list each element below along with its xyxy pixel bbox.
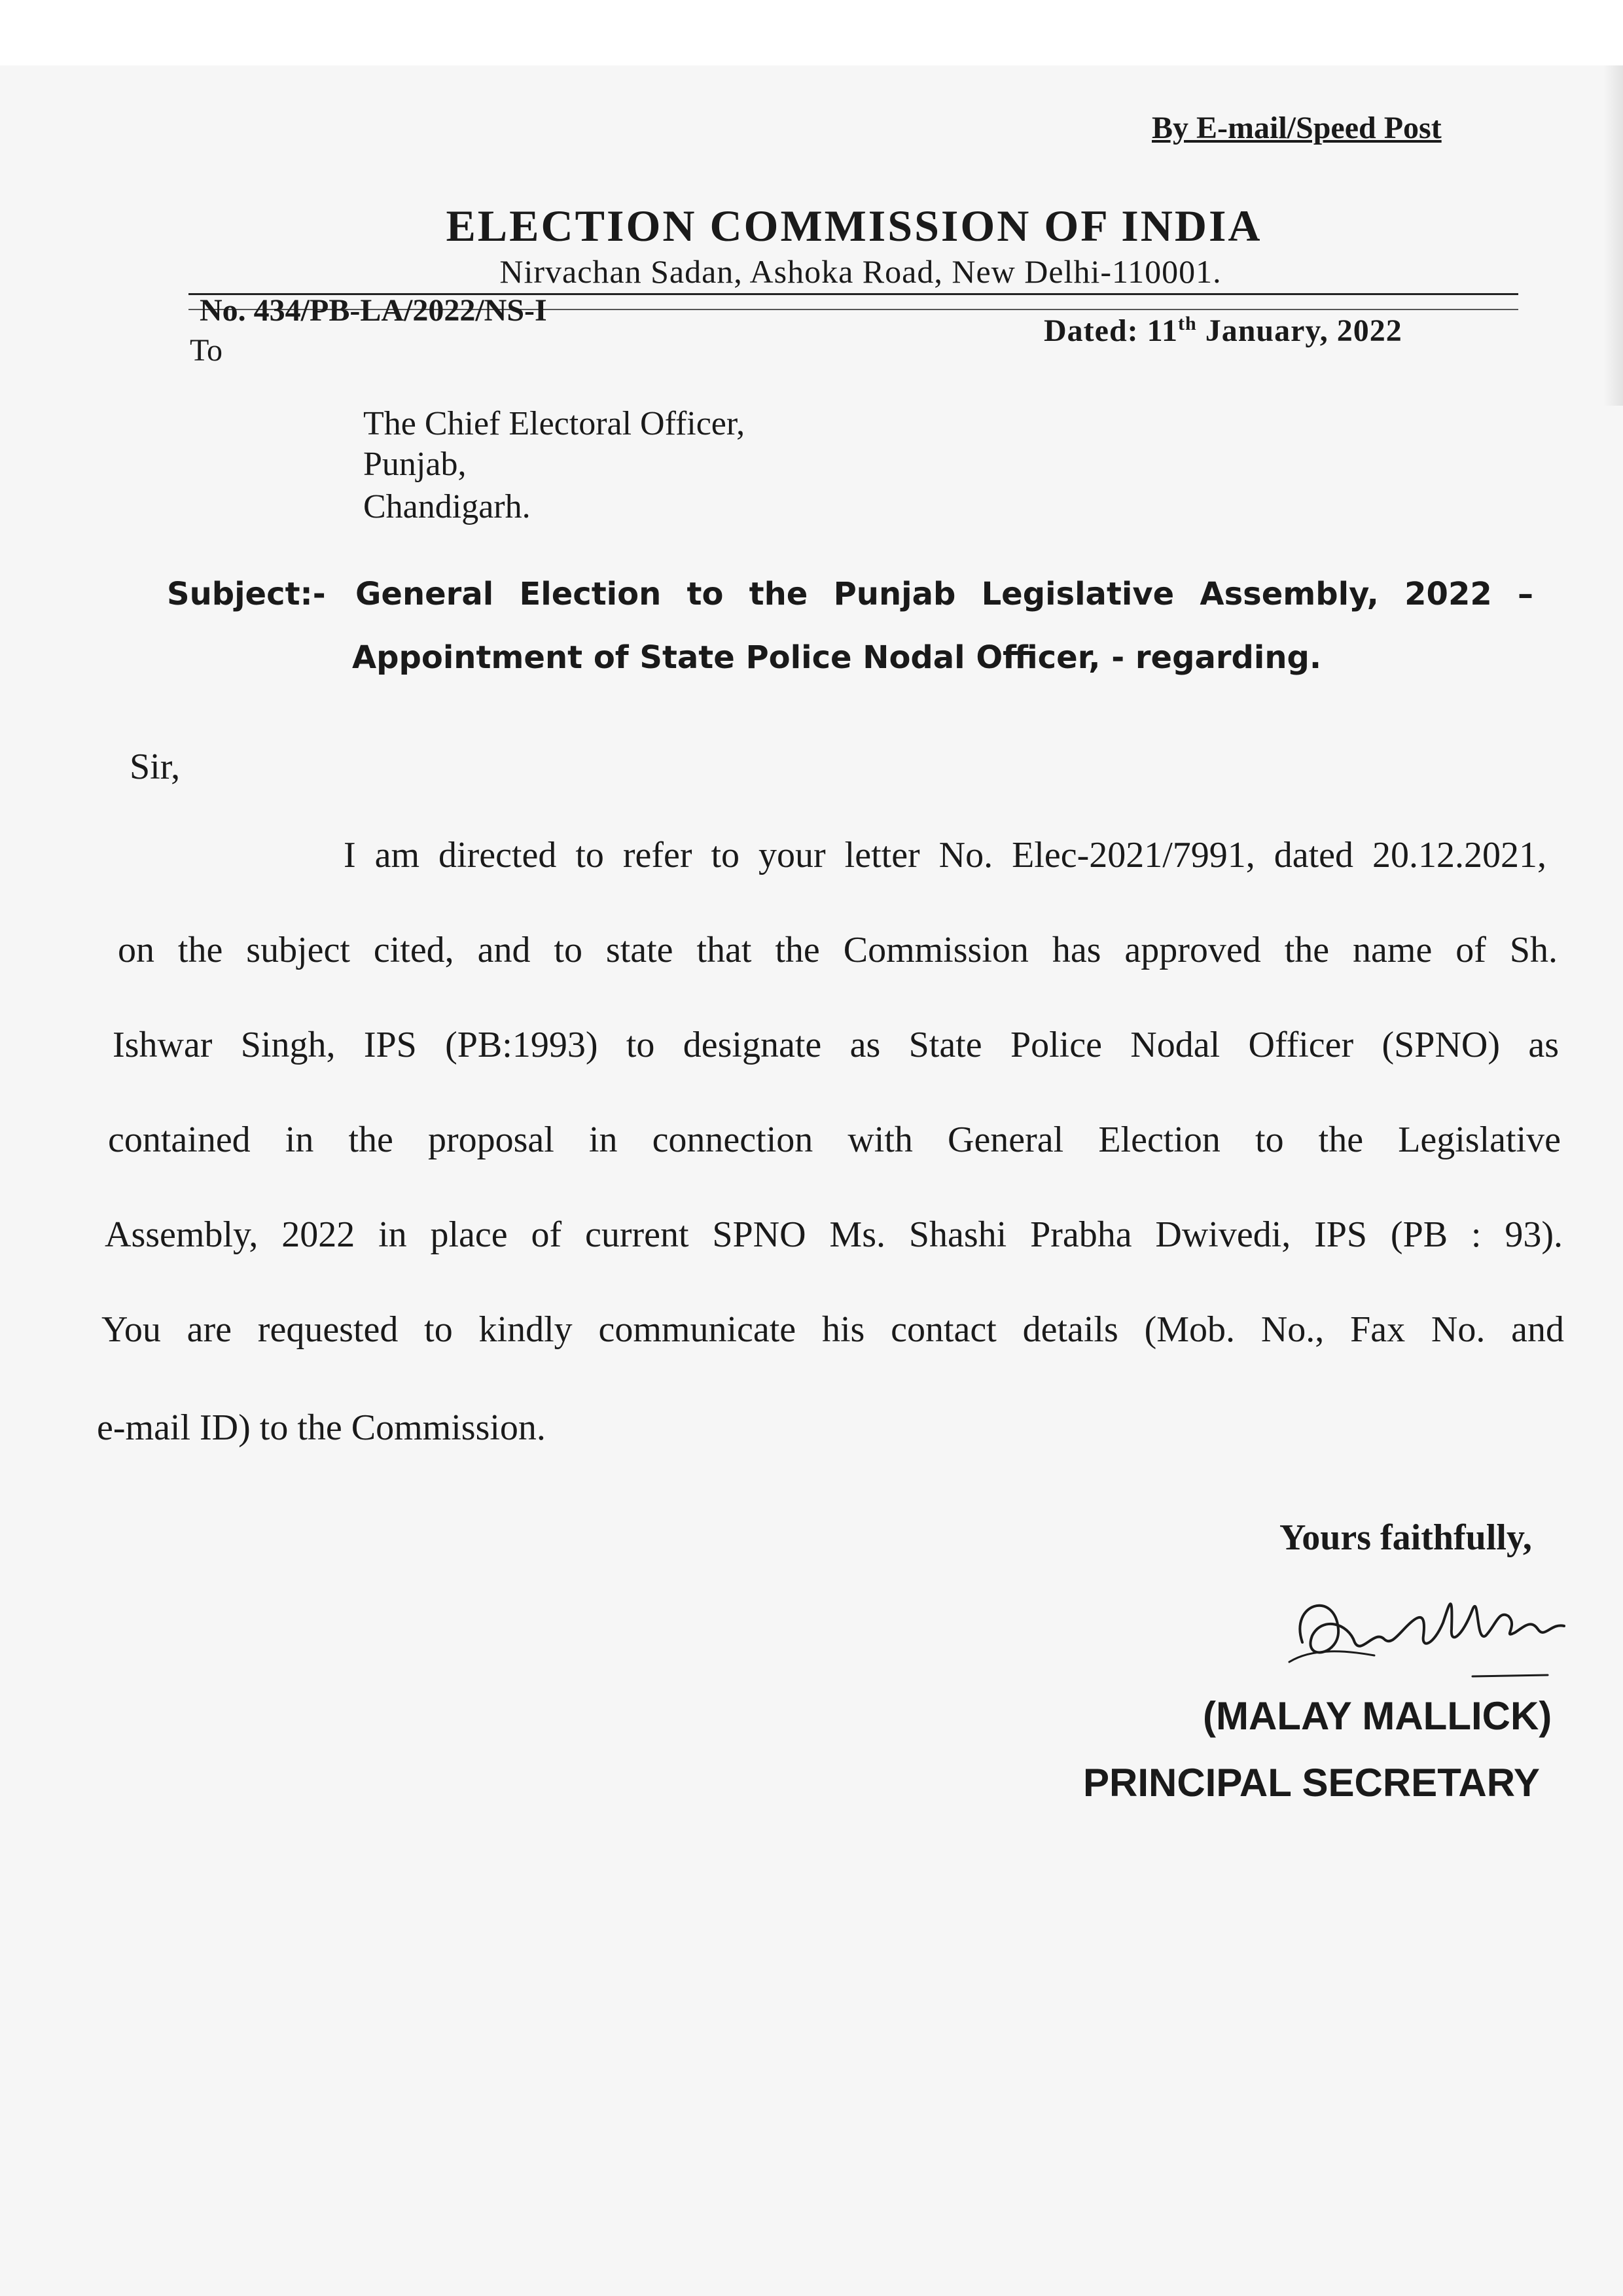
dispatch-mode: By E-mail/Speed Post (1152, 111, 1442, 145)
date-label: Dated: (1044, 313, 1139, 348)
closing: Yours faithfully, (1279, 1517, 1532, 1558)
body-line: Ishwar Singh, IPS (PB:1993) to designate as State Police Nodal Officer (SPNO) as (113, 1025, 1559, 1065)
date-day: 11 (1147, 313, 1178, 348)
organization-address: Nirvachan Sadan, Ashoka Road, New Delhi-110001. (499, 253, 1222, 290)
salutation: Sir, (130, 747, 181, 787)
body-line: contained in the proposal in connection with General Election to the Legislative (108, 1120, 1561, 1160)
signatory-name: (MALAY MALLICK) (1203, 1694, 1552, 1738)
recipient-line: Punjab, (363, 446, 467, 483)
subject-line: General Election to the Punjab Legislative Assembly, 2022 – (355, 576, 1533, 612)
date-month-year: January, 2022 (1205, 313, 1402, 348)
subject-line: Appointment of State Police Nodal Officer, - regarding. (352, 639, 1322, 676)
subject-label: Subject:- (167, 576, 326, 612)
body-line: I am directed to refer to your letter No. Elec-2021/7991, dated 20.12.2021, (344, 835, 1546, 875)
body-line: Assembly, 2022 in place of current SPNO Ms. Shashi Prabha Dwivedi, IPS (PB : 93). (105, 1214, 1563, 1255)
recipient-line: The Chief Electoral Officer, (363, 405, 745, 442)
recipient-line: Chandigarh. (363, 488, 531, 525)
to-label: To (190, 333, 223, 368)
signatory-designation: PRINCIPAL SECRETARY (1083, 1761, 1540, 1805)
body-line: You are requested to kindly communicate his contact details (Mob. No., Fax No. and (101, 1309, 1564, 1350)
top-margin (0, 0, 1623, 65)
organization-title: ELECTION COMMISSION OF INDIA (446, 201, 1262, 251)
handwritten-signature (1276, 1564, 1590, 1695)
body-line: e-mail ID) to the Commission. (97, 1407, 546, 1448)
body-line: on the subject cited, and to state that the Commission has approved the name of Sh. (118, 930, 1558, 970)
letter-date (1044, 313, 1402, 349)
reference-number: No. 434/PB-LA/2022/NS-I (200, 293, 547, 328)
date-suffix: th (1178, 313, 1197, 334)
